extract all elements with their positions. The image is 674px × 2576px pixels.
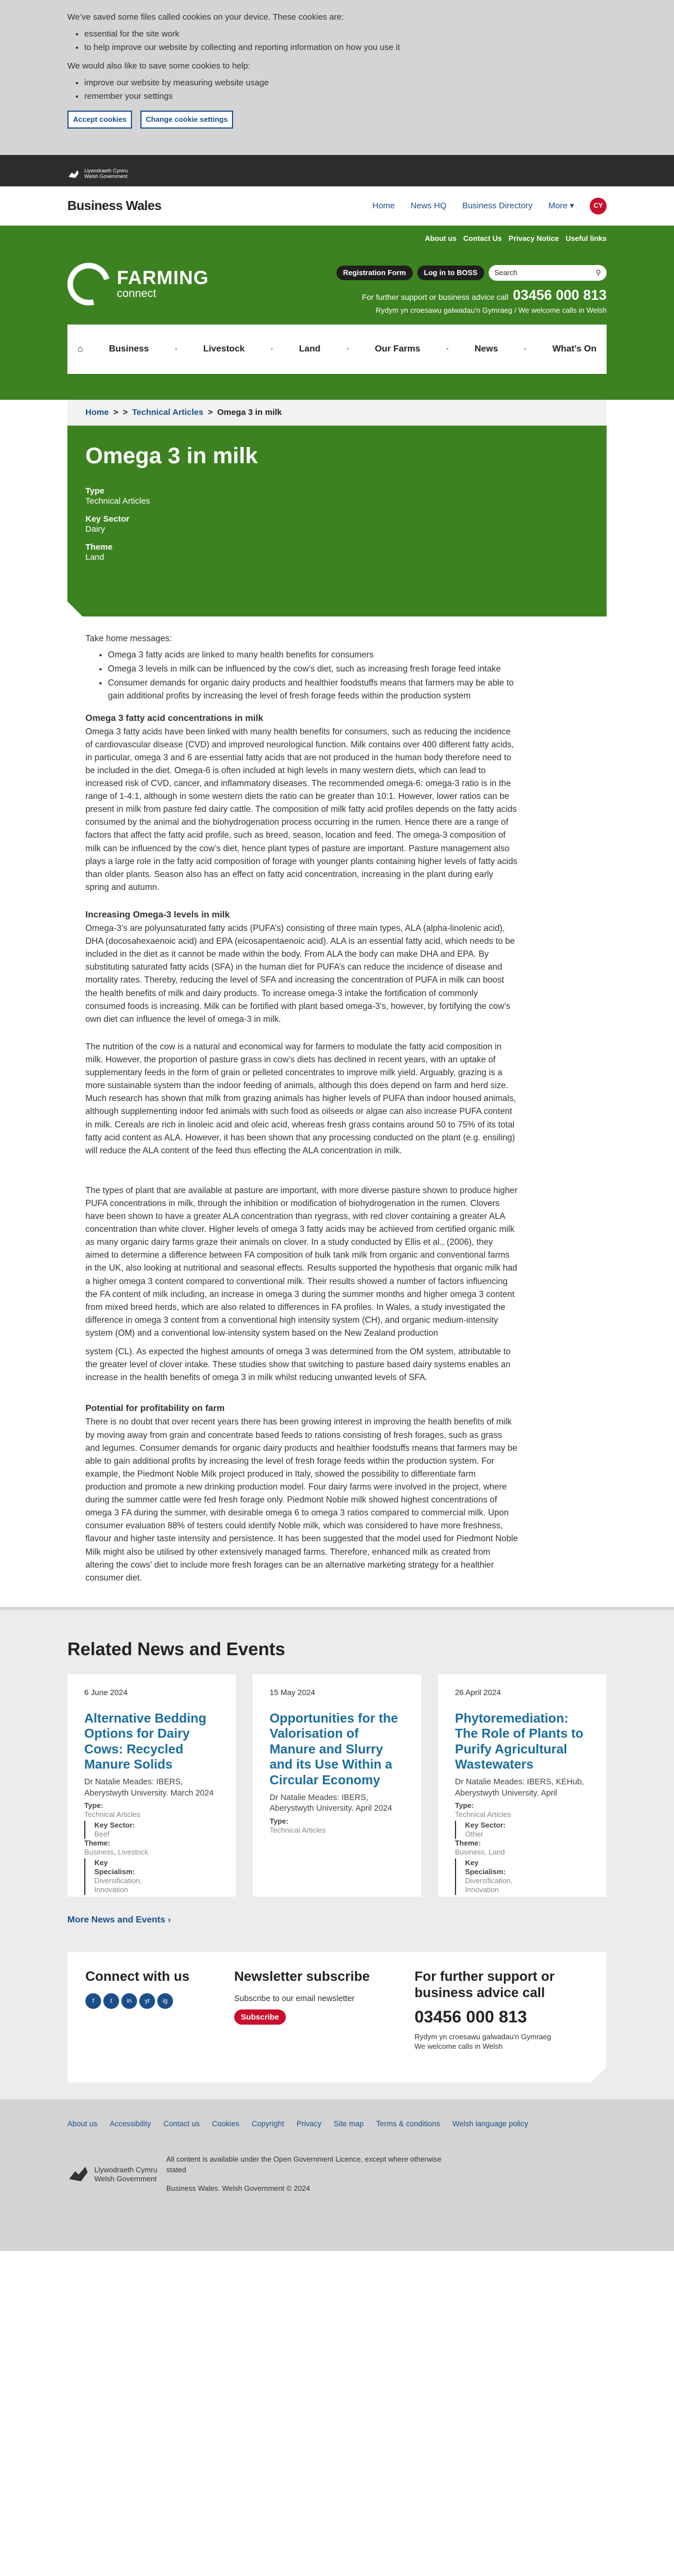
list-item: • essential for the site work	[84, 28, 674, 40]
section-heading: Increasing Omega-3 levels in milk	[85, 910, 230, 920]
related-heading: Related News and Events	[67, 1638, 285, 1659]
linkedin-icon[interactable]: in	[121, 1993, 137, 2009]
breadcrumb-sep: >	[207, 408, 213, 418]
paragraph: The types of plant that are available at pasture are important, with more diverse pasture shown to produce higher PUFA concentrations in milk, through the inhibition or modification of biohydrogenation in the rumen. Clovers have been shown to have a greater ALA concentration than ryegrass, with red clover containing a greater ALA concentration than white clover. Higher levels of omega 3 fatty acids may be achieved from certified organic milk as many organic dairy farms graze their animals on clover. In a study conducted by Ellis et al., (2006), they aimed to determine a difference between FA composition of bulk tank milk from organic and conventional farms in the UK, also looking at nutritional and seasonal effects. Results supported the hypothesis that organic milk had a higher omega 3 content compared to conventional milk. Their results showed a number of factors influencing the FA content of milk including, an increase in omega 3 during the summer months and higher omega 3 content from mixed breed herds, which are also related to differences in FA profiles. In Wales, a study investigated the difference in omega 3 content from a conventional high intensity system (CH), and organic medium-intensity system (OM) and a conventional low-intensity system based on the New Zealand production	[85, 1185, 518, 1339]
paragraph: Omega 3 fatty acids have been linked with many health benefits for consumers, such as reducing the incidence of cardiovascular disease (CVD) and improved neurological function. Milk contains over 400 different fatty acids, in particular, omega 3 and 6 are essential fatty acids that are not produced in the human body therefore need to be included in the diet. Omega-6 is often included at high levels in many western diets, which can lead to increased risk of CVD, cancer, and inflammatory diseases. The recommended omega-6: omega-3 ratio is in the range of 1-4:1, although in some western diets the ratio can be greater than 10:1. However, lower ratios can be present in milk from pasture fed dairy cattle. The composition of milk fatty acid profiles depends on the fatty acids consumed by the animal and the biohydrogenation process occurring in the rumen. Hence there are a range of factors that affect the fatty acid profile, such as breed, season, location and feed. The omega-3 composition of milk can be influenced by the cow’s diet, hence plant types of pasture are important. Pasture management also plays a large role in the fatty acid composition of forage with younger plants containing higher levels of fatty acids than older plants. Season also has an effect on fatty acid concentration, increasing in the plant during early spring and autumn.	[85, 727, 518, 892]
card-title[interactable]: Alternative Bedding Options for Dairy Cows: Recycled Manure Solids	[84, 1710, 207, 1772]
nav-home[interactable]: Home	[372, 200, 395, 211]
type-value: Technical Articles	[85, 496, 151, 506]
accept-cookies-button[interactable]: Accept cookies	[67, 111, 132, 129]
gov-bar	[0, 155, 674, 186]
login-boss-button[interactable]: Log in to BOSS	[417, 266, 484, 281]
article-body	[67, 616, 607, 1607]
paragraph: Omega-3’s are polyunsaturated fatty acids (PUFA’s) consisting of three main types, ALA (alpha-linolenic acid), DHA (docosahexaenoic acid) and EPA (eicosapentaenoic acid). ALA is an essential fatty acid, which needs to be included in the diet as it cannot be made within the body. From ALA the body can make DHA and EPA. By substituting saturated fatty acids (SFA) in the human diet for PUFA’s can reduce the incidence of disease and mortality rates. Thereby, reducing the level of SFA and increasing the concentration of PUFA in milk can boost the health benefits of milk and dairy products. To increase omega-3 intake the fortification of commonly consumed foods is increasing. Milk can be fortified with plant based omega-3’s, however, by fortifying the cow’s own diet can influence the level of omega-3 in milk.	[85, 923, 515, 1024]
menu-whats-on[interactable]: What's On	[552, 344, 596, 354]
card-meta-value: Diversification, Innovation	[94, 1876, 142, 1894]
theme-value: Land	[85, 552, 104, 562]
gov-logo-text[interactable]	[84, 168, 128, 180]
farming-connect-logo[interactable]	[67, 263, 209, 305]
card-meta-label: Type:	[84, 1801, 103, 1810]
card-title[interactable]: Phytoremediation: The Role of Plants to Purify Agricultural Wastewaters	[455, 1710, 584, 1772]
news-card[interactable]	[438, 1674, 607, 1897]
menu-our-farms[interactable]: Our Farms	[375, 344, 421, 354]
facebook-icon[interactable]: f	[85, 1993, 101, 2009]
take-home-heading: Take home messages:	[85, 634, 172, 643]
card-meta-value: Other	[465, 1829, 484, 1838]
copyright-text: Business Wales. Welsh Government © 2024	[166, 2184, 310, 2193]
subscribe-button[interactable]: Subscribe	[234, 2009, 286, 2024]
welsh-dragon-icon	[67, 168, 80, 180]
paragraph: system (CL). As expected the highest amounts of omega 3 was determined from the OM system, attributable to the greater level of clover intake. These studies show that switching to pasture based dairy systems enables an increase in the health benefits of omega 3 in milk whilst reducing unwanted levels of SFA.	[85, 1347, 511, 1383]
advice-phone[interactable]: 03456 000 813	[513, 287, 607, 303]
language-toggle[interactable]: CY	[590, 198, 607, 214]
logo-word1: FARMING	[117, 267, 209, 289]
list-item: • to help improve our website by collecting and reporting information on how you use it	[84, 42, 674, 54]
welsh-dragon-icon	[67, 2164, 90, 2185]
card-date: 6 June 2024	[84, 1688, 128, 1697]
welsh-calls-text: Rydym yn croesawu galwadau'n Gymraeg / We welcome calls in Welsh	[376, 306, 607, 315]
card-meta-label: Key Sector:	[465, 1820, 506, 1829]
logo-word2: connect	[117, 287, 157, 300]
change-cookie-settings-button[interactable]: Change cookie settings	[140, 111, 234, 129]
paragraph: The nutrition of the cow is a natural and economical way for farmers to modulate the fatty acid composition in milk. However, the proportion of pasture grass in cow’s diets has declined in recent years, with an uptake of supplementary feeds in the form of grain or pelleted concentrates to improve milk yield. Arguably, grazing is a more sustainable system than the indoor feeding of animals, although this does depend on farm and herd size. Much research has shown that milk from grazing animals has higher levels of PUFA than indoor housed animals, although supplementing indoor fed animals with such food as oilseeds or algae can also increase PUFA content in milk. Cereals are rich in linoleic acid and oleic acid, whereas fresh grass contains around 50 to 75% of its total fatty acid content as ALA. However, it has been shown that any processing conducted on the plant (e.g. ensiling) will reduce the ALA content of the feed thus effecting the ALA concentration in milk.	[85, 1042, 516, 1155]
business-wales-header	[0, 186, 674, 226]
section-heading: Omega 3 fatty acid concentrations in milk	[85, 713, 263, 723]
youtube-icon[interactable]: yt	[139, 1993, 155, 2009]
menu-separator: •	[346, 345, 349, 353]
list-item: • Omega 3 levels in milk can be influenced by the cow’s diet, such as increasing fresh forage feed intake	[108, 663, 518, 675]
newsletter-section	[234, 1969, 370, 2066]
util-useful-links[interactable]: Useful links	[566, 234, 607, 243]
search-icon[interactable]: ⚲	[595, 268, 601, 277]
news-card[interactable]	[67, 1674, 236, 1897]
card-date: 15 May 2024	[270, 1688, 315, 1697]
breadcrumb-section[interactable]: Technical Articles	[132, 408, 203, 418]
list-item: • improve our website by measuring website usage	[84, 77, 674, 89]
newsletter-heading: Newsletter subscribe	[234, 1969, 370, 1985]
list-item: • remember your settings	[84, 90, 674, 103]
farming-connect-header	[0, 226, 674, 400]
hero-wedge	[67, 601, 83, 617]
card-meta-value: Technical Articles	[84, 1810, 140, 1819]
card-meta-value: Technical Articles	[455, 1810, 511, 1819]
card-meta-label: Theme:	[455, 1839, 481, 1848]
help-section	[415, 1969, 589, 2066]
more-news-link[interactable]	[67, 1913, 607, 1926]
advice-text: For further support or business advice call	[362, 293, 509, 302]
card-meta-label: Type:	[270, 1816, 289, 1825]
card-meta-value: Diversification, Innovation	[465, 1876, 513, 1894]
card-meta-label: Key Sector:	[94, 1820, 135, 1829]
page-title: Omega 3 in milk	[85, 444, 258, 468]
logo-ring-icon	[60, 255, 118, 313]
welsh-line1: Rydym yn croesawu galwadau'n Gymraeg	[415, 2032, 552, 2041]
card-meta-label: Theme:	[84, 1839, 111, 1848]
menu-land[interactable]: Land	[299, 344, 321, 354]
util-privacy[interactable]: Privacy Notice	[508, 234, 559, 243]
card-meta-label: Key Specialism:	[465, 1858, 506, 1876]
connect-heading: Connect with us	[85, 1969, 190, 1985]
menu-separator: •	[175, 345, 177, 353]
nav-more[interactable]: More ▾	[548, 200, 574, 211]
card-meta-label: Key Specialism:	[94, 1858, 135, 1876]
gov-line1: Llywodraeth Cymru	[84, 168, 128, 174]
footer-link[interactable]: Accessibility	[110, 2120, 151, 2129]
registration-form-button[interactable]: Registration Form	[336, 266, 413, 281]
search-placeholder: Search	[494, 268, 518, 277]
more-news-label: More News and Events	[67, 1915, 166, 1925]
card-meta-value: Technical Articles	[270, 1825, 326, 1834]
cookie-intro: We’ve saved some files called cookies on your device. These cookies are:	[67, 12, 344, 22]
menu-news[interactable]: News	[474, 344, 498, 354]
menu-separator: •	[446, 345, 449, 353]
cookie-optional-list	[84, 77, 674, 103]
newsletter-text: Subscribe to our email newsletter	[234, 1994, 355, 2004]
breadcrumb-home[interactable]: Home	[85, 408, 109, 418]
cookie-also: We would also like to save some cookies to help:	[67, 61, 251, 71]
cookie-essential-list	[84, 28, 674, 54]
list-item: • Omega 3 fatty acids are linked to many health benefits for consumers	[108, 648, 518, 661]
footer-link[interactable]: Site map	[334, 2120, 364, 2129]
footer-link[interactable]: Privacy	[296, 2120, 322, 2129]
support-block	[67, 1952, 607, 2082]
twitter-icon[interactable]: t	[103, 1993, 119, 2009]
section-heading: Potential for profitability on farm	[85, 1404, 225, 1414]
card-meta-value: Business, Land	[455, 1848, 505, 1857]
advice-line	[362, 285, 607, 316]
card-date: 26 April 2024	[455, 1688, 501, 1697]
instagram-icon[interactable]: ig	[157, 1993, 173, 2009]
related-news	[0, 1607, 674, 1953]
main-nav	[67, 325, 607, 374]
welsh-government-logo[interactable]	[67, 2154, 157, 2194]
footer-link[interactable]: Contact us	[163, 2120, 200, 2129]
footer-links	[67, 2099, 607, 2146]
card-author: Dr Natalie Meades: IBERS, Aberystwyth University. April 2024	[270, 1793, 393, 1814]
welsh-line2: We welcome calls in Welsh	[415, 2042, 503, 2051]
nav-news-hq[interactable]: News HQ	[410, 200, 447, 211]
breadcrumb	[67, 400, 607, 426]
menu-livestock[interactable]: Livestock	[203, 344, 245, 354]
take-home-list	[108, 648, 518, 702]
corner-wedge	[591, 2067, 607, 2082]
licence-text: All content is available under the Open Government Licence, except where otherwise stated	[166, 2155, 441, 2175]
connect-section	[85, 1969, 189, 2066]
footer-gov	[67, 2146, 607, 2194]
utility-links	[425, 234, 607, 244]
card-title[interactable]: Opportunities for the Valorisation of Manure and Slurry and its Use Within a Circular Economy	[270, 1710, 398, 1787]
footer-link[interactable]: Cookies	[212, 2120, 240, 2129]
menu-business[interactable]: Business	[108, 344, 149, 354]
sector-value: Dairy	[85, 524, 106, 534]
util-about[interactable]: About us	[425, 234, 457, 243]
nav-business-directory[interactable]: Business Directory	[462, 200, 533, 211]
card-author: Dr Natalie Meades: IBERS, Aberystwyth University. March 2024	[84, 1777, 214, 1798]
theme-label: Theme	[85, 542, 113, 552]
help-phone[interactable]: 03456 000 813	[415, 2008, 527, 2027]
card-author: Dr Natalie Meades: IBERS, KEHub, Aberystwyth University. April	[455, 1777, 584, 1798]
card-meta-value: Beef	[94, 1829, 110, 1838]
chevron-right-icon: ›	[167, 1915, 171, 1925]
header-actions	[336, 265, 607, 281]
help-heading: For further support or business advice call	[415, 1969, 555, 2001]
card-meta-label: Type:	[455, 1801, 474, 1810]
home-icon[interactable]: ⌂	[78, 344, 83, 354]
paragraph: There is no doubt that over recent years there has been growing interest in improving the health benefits of milk by moving away from grain and concentrate based feeds to rations consisting of fresh forages, such as grass and legumes. Consumer demands for organic dairy products and healthier foodstuffs means that farmers may be able to gain additional profits by increasing the level of fresh forage feeds within the production system. For example, the Piedmont Noble Milk project produced in Italy, showed the possibility to differentiate farm production and promote a new drinking production model. Four dairy farms were involved in the project, where during the summer cattle were fed fresh forage only. Piedmont Noble milk showed highest concentrations of omega 3 FA during the summer, with desirable omega 6 to omega 3 ratios compared to commercial milk. Upon consumer evaluation 88% of testers could identify Noble milk, which was considered to have more freshness, flavour and higher taste intensity and persistence. It has been suggested that the model used for Piedmont Noble Milk might also be utilised by other extensively managed farms. Therefore, enhanced milk as created from altering the cows’ diet to include more fresh forages can be an alternative marketing strategy for a healthier consumer diet.	[85, 1417, 518, 1583]
bw-nav	[372, 198, 607, 214]
gov-line2: Welsh Government	[84, 173, 127, 179]
gov-name-welsh: Llywodraeth Cymru	[94, 2166, 157, 2175]
site-footer	[0, 2099, 674, 2251]
footer-link[interactable]: Welsh language policy	[452, 2120, 529, 2129]
breadcrumb-current: Omega 3 in milk	[217, 408, 282, 418]
list-item: • Consumer demands for organic dairy products and healthier foodstuffs means that farmers may be able to gain additional profits by increasing the level of fresh forage feeds within the production system	[108, 677, 518, 702]
search-input[interactable]	[489, 265, 607, 281]
business-wales-logo[interactable]: Business Wales	[67, 198, 162, 213]
type-label: Type	[85, 486, 104, 496]
gov-name-english: Welsh Government	[94, 2174, 157, 2183]
cookie-banner	[0, 0, 674, 155]
sector-label: Key Sector	[85, 514, 130, 524]
footer-link[interactable]: Copyright	[252, 2120, 284, 2129]
menu-separator: •	[270, 345, 274, 353]
card-meta-value: Business, Livestock	[84, 1848, 149, 1857]
menu-separator: •	[524, 345, 527, 353]
footer-link[interactable]: Terms & conditions	[376, 2120, 440, 2129]
breadcrumb-sep: >	[122, 408, 128, 418]
news-card[interactable]	[253, 1674, 421, 1897]
breadcrumb-sep: >	[113, 408, 119, 418]
util-contact[interactable]: Contact Us	[463, 234, 502, 243]
footer-link[interactable]: About us	[67, 2120, 98, 2129]
article-hero	[67, 426, 607, 616]
